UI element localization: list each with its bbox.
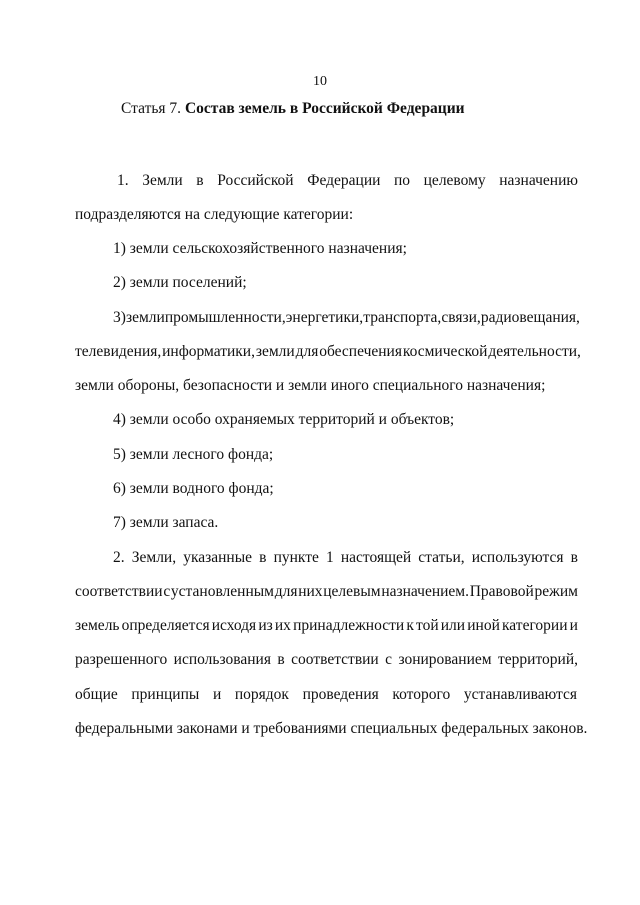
- page-number: 10: [313, 74, 327, 89]
- word: порядок: [234, 686, 289, 703]
- word: радиовещания,: [480, 309, 580, 326]
- word: деятельности,: [488, 343, 581, 360]
- category-item-3-line1: [113, 309, 580, 327]
- category-item-2: 2) земли поселений;: [113, 274, 247, 291]
- word: для: [295, 343, 319, 360]
- word: принципы: [131, 686, 200, 703]
- word: целевым: [323, 583, 381, 600]
- word: статьи,: [418, 549, 465, 566]
- word: Российской: [217, 172, 294, 189]
- word: с: [385, 651, 393, 668]
- word: установленным: [170, 583, 274, 600]
- article-heading: [121, 100, 465, 118]
- word: назначению: [499, 172, 578, 189]
- category-item-4: 4) земли особо охраняемых территорий и объектов;: [113, 411, 455, 428]
- word: из: [258, 617, 273, 634]
- word: соответствии: [75, 583, 163, 600]
- word: них: [298, 583, 323, 600]
- word: Федерации: [307, 172, 381, 189]
- word: проведения: [302, 686, 379, 703]
- category-item-3-line3: земли обороны, безопасности и земли иного специального назначения;: [75, 377, 546, 394]
- word: использования: [173, 651, 271, 668]
- word: обеспечения: [319, 343, 402, 360]
- word: 1.: [117, 172, 129, 189]
- word: телевидения,: [75, 343, 162, 360]
- word: режим: [534, 583, 578, 600]
- clause2-line5: [75, 686, 577, 704]
- word: устанавливаются: [463, 686, 577, 703]
- article-prefix: Статья 7.: [121, 100, 185, 117]
- word: в: [570, 549, 578, 566]
- word: связи,: [441, 309, 481, 326]
- word: транспорта,: [363, 309, 442, 326]
- word: Земли,: [131, 549, 177, 566]
- word: общие: [75, 686, 118, 703]
- word: с: [163, 583, 171, 600]
- word: целевому: [423, 172, 486, 189]
- word: которого: [392, 686, 451, 703]
- word: энергетики,: [285, 309, 364, 326]
- word: принадлежности: [293, 617, 405, 634]
- word: назначением.: [381, 583, 469, 600]
- word: исходя: [211, 617, 257, 634]
- clause2-line2: [75, 583, 578, 601]
- word: соответствии: [291, 651, 379, 668]
- word: и: [212, 686, 222, 703]
- word: иной: [467, 617, 500, 634]
- clause2-line4: [75, 651, 578, 669]
- word: разрешенного: [75, 651, 168, 668]
- word: настоящей: [340, 549, 412, 566]
- word: для: [274, 583, 298, 600]
- word: той: [416, 617, 439, 634]
- word: земель: [75, 617, 120, 634]
- word: или: [440, 617, 466, 634]
- word: и: [569, 617, 578, 634]
- word: 2.: [113, 549, 125, 566]
- word: зонированием: [398, 651, 492, 668]
- word: определяется: [121, 617, 210, 634]
- word: информатики,: [162, 343, 255, 360]
- clause2-line6: федеральными законами и требованиями специальных федеральных законов.: [75, 720, 588, 737]
- word: в: [259, 549, 267, 566]
- word: земли: [255, 343, 295, 360]
- word: в: [196, 172, 204, 189]
- article-title: Состав земель в Российской Федерации: [184, 100, 465, 117]
- category-item-5: 5) земли лесного фонда;: [113, 446, 274, 463]
- category-item-7: 7) земли запаса.: [113, 514, 219, 531]
- word: земли: [125, 309, 165, 326]
- word: их: [274, 617, 291, 634]
- clause2-line3: [75, 617, 578, 635]
- clause2-line1: [113, 549, 578, 567]
- word: Правовой: [469, 583, 534, 600]
- word: 1: [326, 549, 334, 566]
- word: по: [394, 172, 411, 189]
- word: 3): [113, 309, 126, 326]
- word: территорий,: [498, 651, 578, 668]
- category-item-1: 1) земли сельскохозяйственного назначения;: [113, 240, 407, 257]
- word: Земли: [142, 172, 183, 189]
- clause1-line1: [117, 172, 578, 190]
- word: космической: [402, 343, 488, 360]
- word: используются: [471, 549, 564, 566]
- word: категории: [502, 617, 568, 634]
- word: к: [406, 617, 414, 634]
- category-item-3-line2: [75, 343, 581, 361]
- word: промышленности,: [164, 309, 286, 326]
- clause1-line2: подразделяются на следующие категории:: [75, 206, 354, 223]
- category-item-6: 6) земли водного фонда;: [113, 480, 274, 497]
- word: пункте: [273, 549, 319, 566]
- word: в: [277, 651, 285, 668]
- word: указанные: [183, 549, 253, 566]
